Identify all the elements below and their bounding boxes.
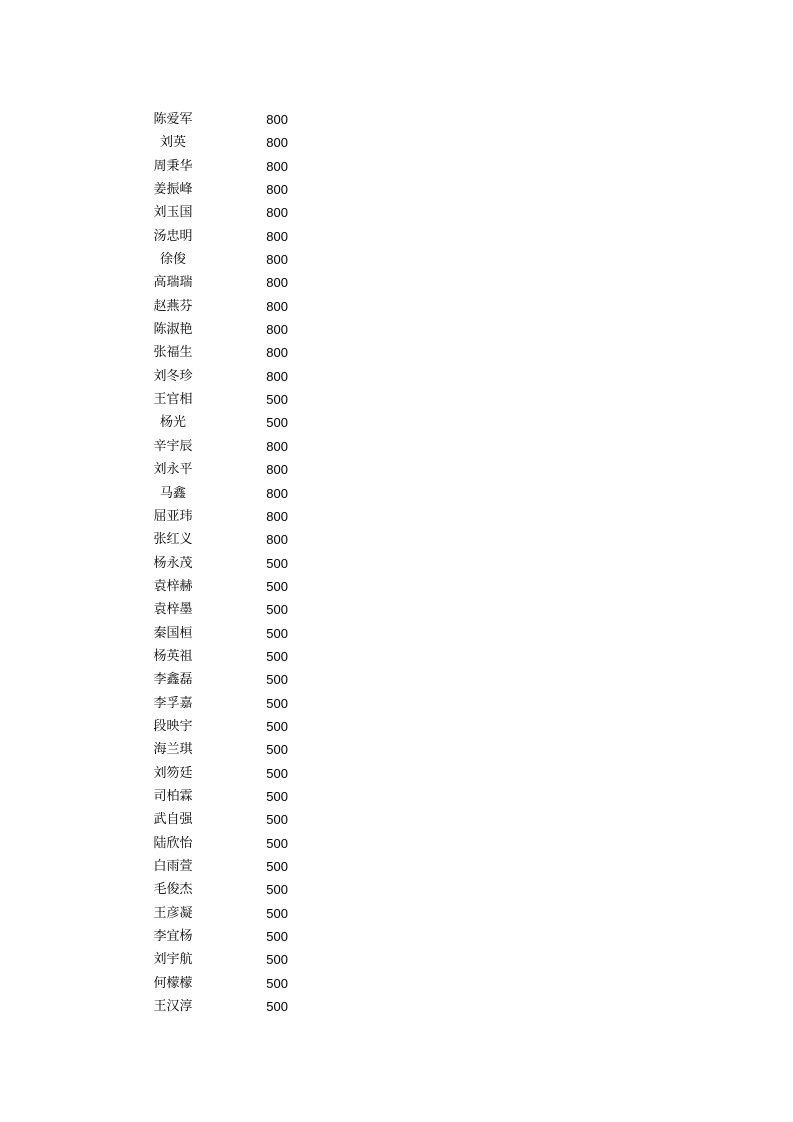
amount-value: 800 [266, 532, 288, 548]
person-name: 毛俊杰 [153, 882, 193, 898]
amount-value: 800 [266, 298, 288, 314]
person-name: 李宜杨 [153, 929, 193, 945]
person-name: 王彦凝 [153, 905, 193, 921]
table-row [0, 528, 793, 551]
amount-value: 500 [266, 625, 288, 641]
person-name: 袁梓墨 [153, 602, 193, 618]
table-row [0, 201, 793, 224]
amount-value: 500 [266, 952, 288, 968]
table-row [0, 738, 793, 761]
amount-value: 800 [266, 252, 288, 268]
table-row [0, 341, 793, 364]
amount-value: 500 [266, 602, 288, 618]
amount-value: 500 [266, 578, 288, 594]
person-name: 辛宇辰 [153, 438, 193, 454]
person-name: 杨英祖 [153, 648, 193, 664]
person-name: 刘笏廷 [153, 765, 193, 781]
name-amount-list [0, 108, 793, 1018]
table-row [0, 972, 793, 995]
amount-value: 800 [266, 205, 288, 221]
table-row [0, 622, 793, 645]
table-row [0, 295, 793, 318]
person-name: 李鑫磊 [153, 672, 193, 688]
person-name: 李孚嘉 [153, 695, 193, 711]
table-row [0, 178, 793, 201]
amount-value: 800 [266, 438, 288, 454]
amount-value: 800 [266, 158, 288, 174]
person-name: 陆欣怡 [153, 835, 193, 851]
amount-value: 800 [266, 135, 288, 151]
person-name: 屈亚玮 [153, 508, 193, 524]
person-name: 海兰琪 [153, 742, 193, 758]
table-row [0, 808, 793, 831]
table-row [0, 458, 793, 481]
amount-value: 500 [266, 975, 288, 991]
table-row [0, 435, 793, 458]
table-row [0, 598, 793, 621]
person-name: 赵燕芬 [153, 298, 193, 314]
person-name: 杨永茂 [153, 555, 193, 571]
person-name: 何檬檬 [153, 975, 193, 991]
amount-value: 800 [266, 112, 288, 127]
table-row [0, 575, 793, 598]
amount-value: 500 [266, 835, 288, 851]
table-row [0, 225, 793, 248]
table-row [0, 995, 793, 1018]
person-name: 汤忠明 [153, 228, 193, 244]
person-name: 刘永平 [153, 462, 193, 478]
person-name: 白雨萱 [153, 859, 193, 874]
amount-value: 800 [266, 508, 288, 524]
amount-value: 500 [266, 859, 288, 874]
person-name: 刘宇航 [153, 952, 193, 968]
amount-value: 800 [266, 345, 288, 361]
amount-value: 500 [266, 555, 288, 571]
table-row [0, 131, 793, 154]
person-name: 陈爱军 [153, 112, 193, 127]
amount-value: 500 [266, 392, 288, 408]
person-name: 刘玉国 [153, 205, 193, 221]
person-name: 马鑫 [159, 485, 186, 501]
person-name: 陈淑艳 [153, 322, 193, 338]
person-name: 姜振峰 [153, 182, 193, 198]
person-name: 张福生 [153, 345, 193, 361]
table-row [0, 692, 793, 715]
table-row [0, 248, 793, 271]
person-name: 杨光 [159, 415, 186, 431]
table-row [0, 668, 793, 691]
amount-value: 500 [266, 999, 288, 1015]
amount-value: 800 [266, 322, 288, 338]
amount-value: 500 [266, 905, 288, 921]
person-name: 高瑞瑞 [153, 275, 193, 291]
person-name: 秦国桓 [153, 625, 193, 641]
table-row [0, 762, 793, 785]
amount-value: 800 [266, 368, 288, 384]
amount-value: 800 [266, 485, 288, 501]
person-name: 武自强 [153, 812, 193, 828]
amount-value: 500 [266, 648, 288, 664]
amount-value: 500 [266, 812, 288, 828]
table-row [0, 155, 793, 178]
table-row [0, 411, 793, 434]
person-name: 段映宇 [153, 718, 193, 734]
table-row [0, 271, 793, 294]
amount-value: 500 [266, 672, 288, 688]
person-name: 刘英 [159, 135, 186, 151]
table-row [0, 878, 793, 901]
amount-value: 500 [266, 882, 288, 898]
person-name: 司柏霖 [153, 788, 193, 804]
table-row [0, 902, 793, 925]
amount-value: 500 [266, 929, 288, 945]
table-row [0, 505, 793, 528]
amount-value: 800 [266, 275, 288, 291]
amount-value: 800 [266, 182, 288, 198]
amount-value: 500 [266, 695, 288, 711]
table-row [0, 365, 793, 388]
table-row [0, 108, 793, 131]
table-row [0, 785, 793, 808]
person-name: 王汉淳 [153, 999, 193, 1015]
person-name: 刘冬珍 [153, 368, 193, 384]
table-row [0, 832, 793, 855]
person-name: 袁梓赫 [153, 578, 193, 594]
person-name: 王官相 [153, 392, 193, 408]
amount-value: 500 [266, 765, 288, 781]
amount-value: 500 [266, 742, 288, 758]
table-row [0, 948, 793, 971]
person-name: 周秉华 [153, 158, 193, 174]
person-name: 徐俊 [159, 252, 186, 268]
amount-value: 500 [266, 415, 288, 431]
amount-value: 800 [266, 462, 288, 478]
table-row [0, 482, 793, 505]
table-row [0, 715, 793, 738]
table-row [0, 318, 793, 341]
person-name: 张红义 [153, 532, 193, 548]
table-row [0, 925, 793, 948]
table-row [0, 645, 793, 668]
table-row [0, 552, 793, 575]
table-row [0, 388, 793, 411]
table-row [0, 855, 793, 878]
amount-value: 500 [266, 788, 288, 804]
amount-value: 500 [266, 718, 288, 734]
amount-value: 800 [266, 228, 288, 244]
